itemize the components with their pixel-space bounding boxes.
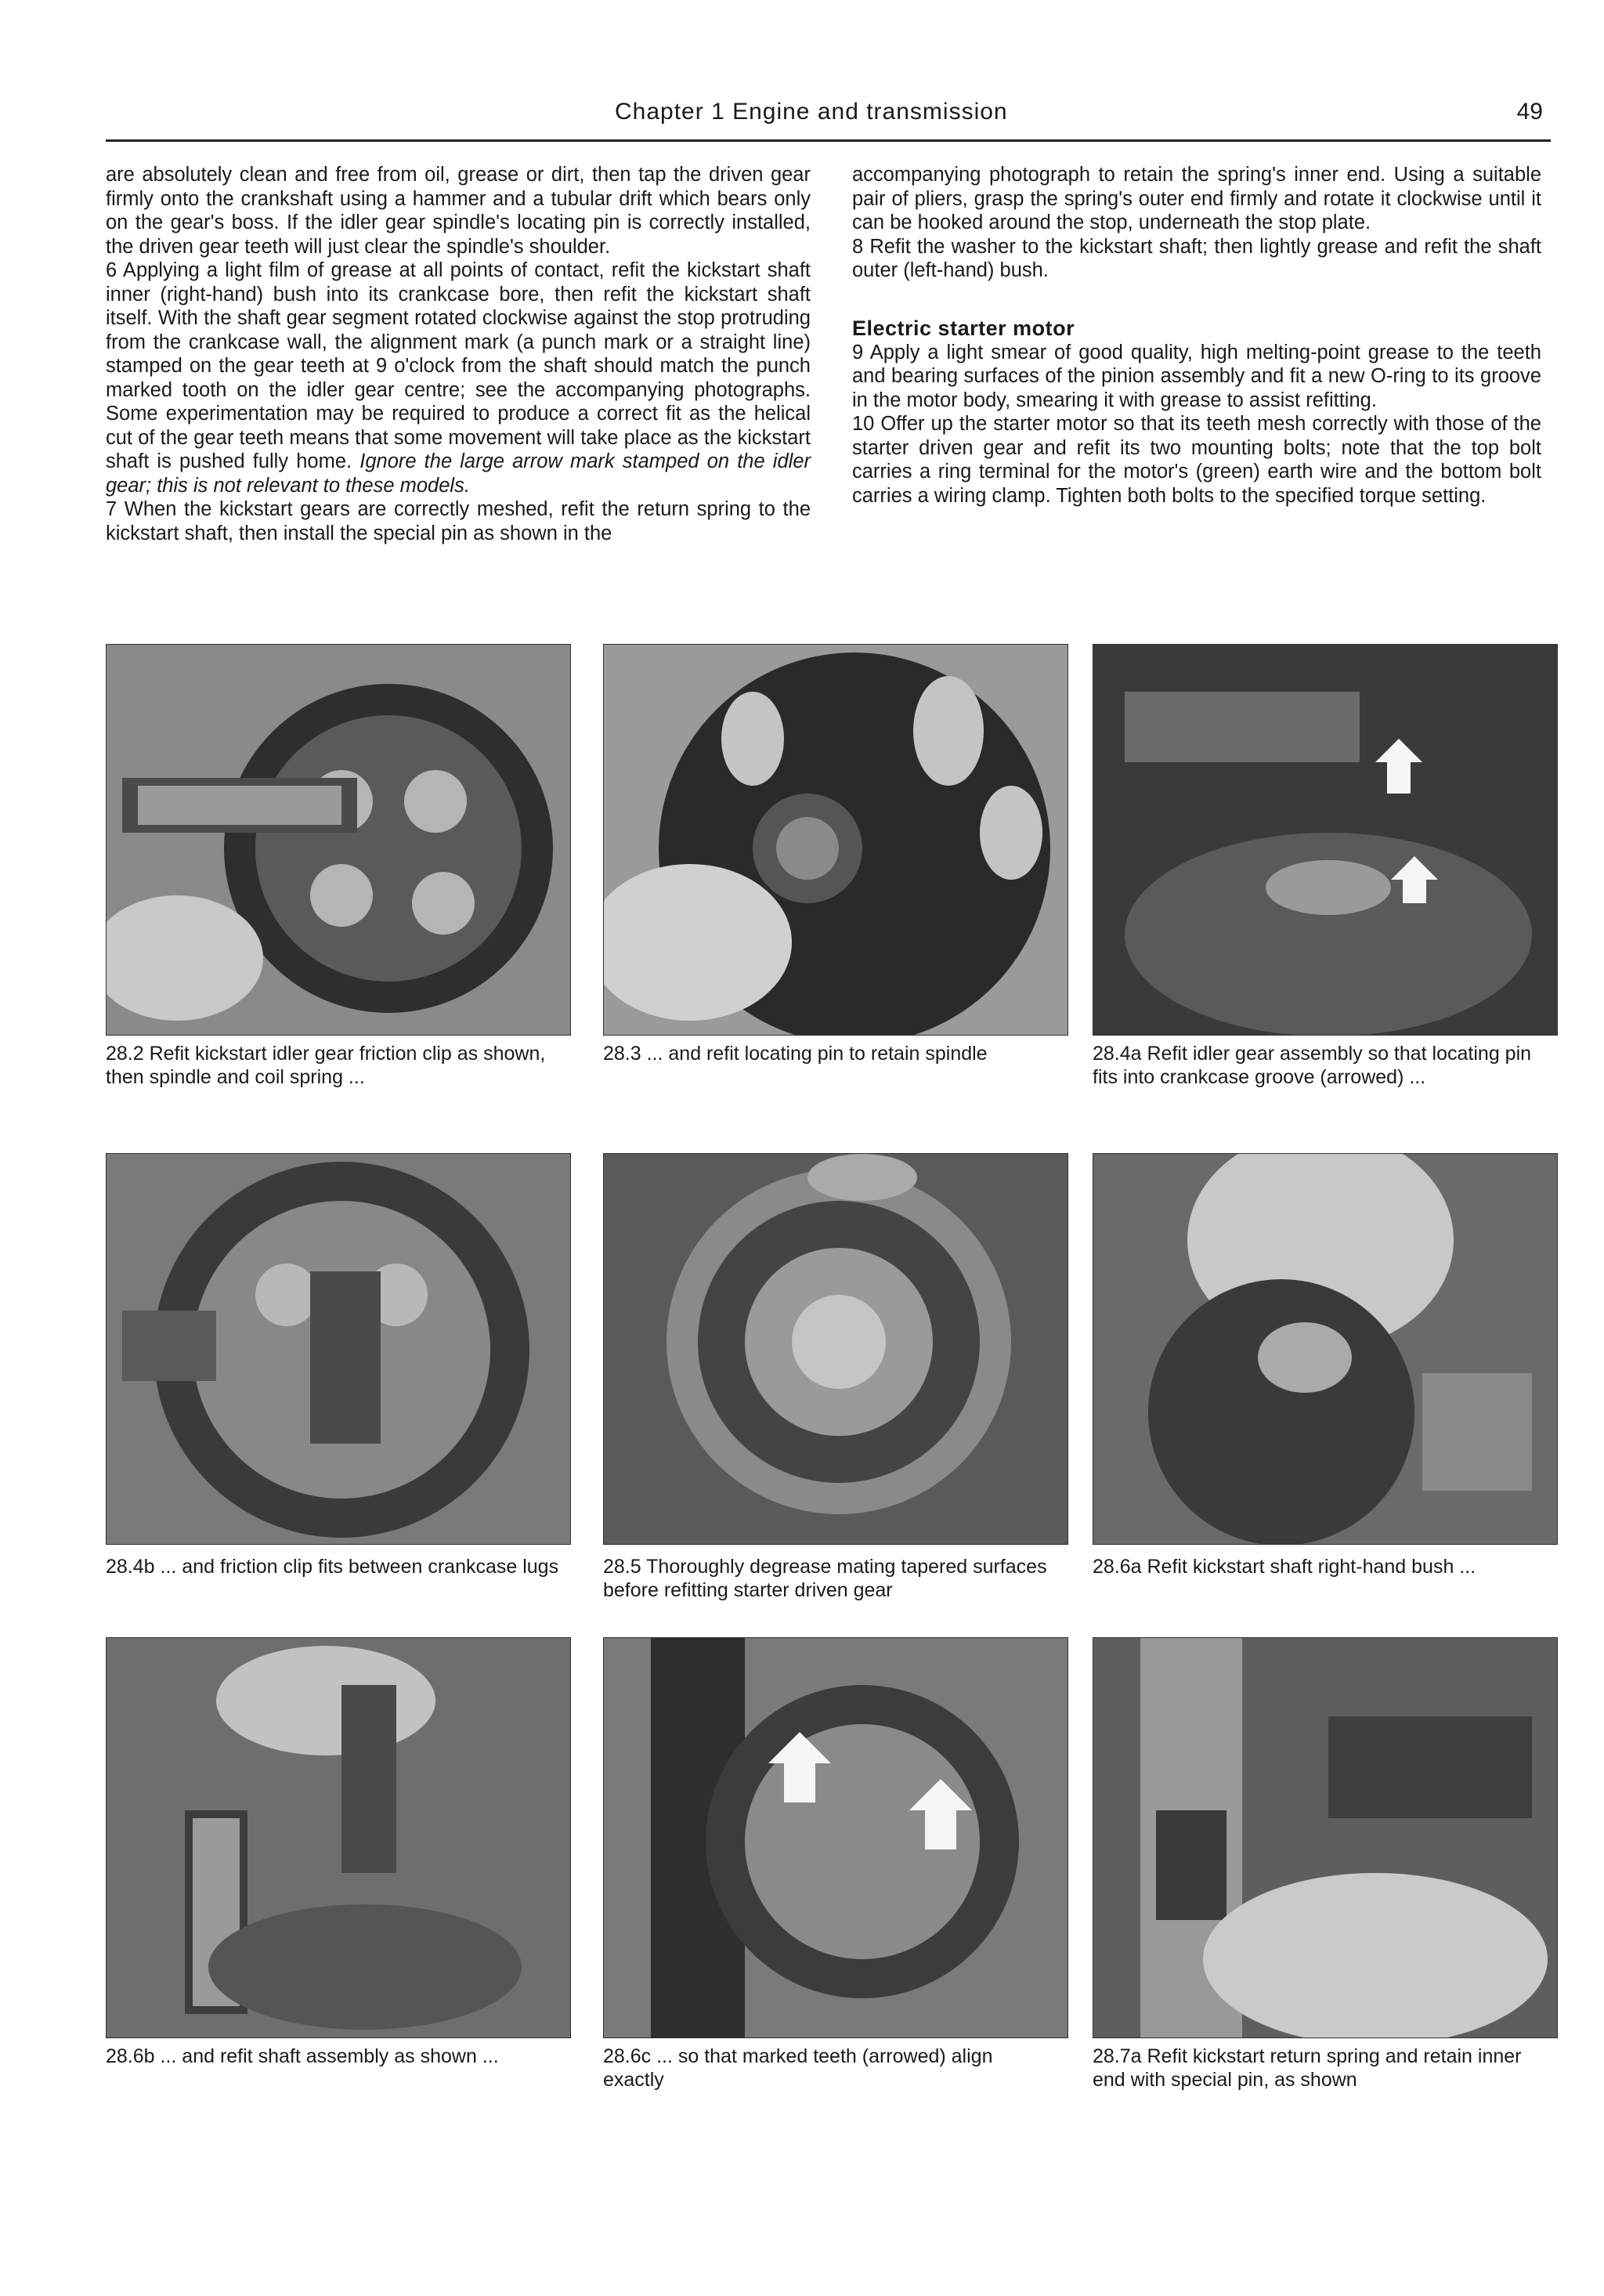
photo-28-4a [1093, 644, 1558, 1036]
page-header [106, 92, 1543, 139]
text-column-right [852, 163, 1541, 508]
photo-caption: 28.6a Refit kickstart shaft right-hand bush ... [1093, 1556, 1476, 1578]
photo-28-6c [603, 1637, 1068, 2038]
photo-caption: 28.6c ... so that marked teeth (arrowed) align exactly [603, 2045, 993, 2091]
photo-caption: 28.2 Refit kickstart idler gear friction clip as shown, then spindle and coil spring ... [106, 1043, 546, 1088]
photo-28-4b [106, 1153, 571, 1545]
paragraph-6-italic-note: Ignore the large arrow mark stamped on the idler gear; this is not relevant to these models. [106, 450, 811, 497]
photo-28-7a [1093, 1637, 1558, 2038]
paragraph-8: 8 Refit the washer to the kickstart shaft; then lightly grease and refit the shaft outer (left-hand) bush. [852, 235, 1541, 281]
header-rule [106, 139, 1551, 142]
paragraph: are absolutely clean and free from oil, grease or dirt, then tap the driven gear firmly onto the crankshaft using a hammer and a tubular drift which bears only on the gear's boss. If the idler gear spindle's locating pin is correctly installed, the driven gear teeth will just clear the spindle's shoulder. [106, 164, 811, 258]
section-heading: Electric starter motor [852, 316, 1075, 340]
photo-28-6a [1093, 1153, 1558, 1545]
chapter-title: Chapter 1 Engine and transmission [615, 99, 1008, 125]
photo-caption: 28.6b ... and refit shaft assembly as shown ... [106, 2045, 499, 2067]
text-column-left [106, 163, 811, 545]
paragraph-9: 9 Apply a light smear of good quality, high melting-point grease to the teeth and bearing surfaces of the pinion assembly and fit a new O-ring to its groove in the motor body, smearing it with grease to assist refitting. [852, 341, 1541, 411]
photo-28-6b [106, 1637, 571, 2038]
page-number: 49 [1516, 99, 1543, 125]
photo-caption: 28.5 Thoroughly degrease mating tapered surfaces before refitting starter driven gear [603, 1556, 1047, 1601]
paragraph-6-text: 6 Applying a light film of grease at all points of contact, refit the kickstart shaft inner (right-hand) bush into its crankcase bore, then refit the kickstart shaft itself. With the shaft gear segment rotated clockwise against the stop protruding from the crankcase wall, the alignment mark (a punch mark or a straight line) stamped on the gear teeth at 9 o'clock from the shaft should match the punch marked tooth on the idler gear centre; see the accompanying photographs. Some experimentation may be required to produce a correct fit as the helical cut of the gear teeth means that some movement will take place as the kickstart shaft is pushed fully home. [106, 259, 811, 472]
photo-caption: 28.4b ... and friction clip fits between crankcase lugs [106, 1556, 559, 1578]
photo-28-5 [603, 1153, 1068, 1545]
paragraph: accompanying photograph to retain the spring's inner end. Using a suitable pair of pliers, grasp the spring's outer end firmly and rotate it clockwise until it can be hooked around the stop, underneath the stop plate. [852, 164, 1541, 233]
photo-28-3 [603, 644, 1068, 1036]
paragraph-6 [106, 259, 811, 497]
photo-caption: 28.4a Refit idler gear assembly so that locating pin fits into crankcase groove (arrowed) ... [1093, 1043, 1532, 1088]
photo-caption: 28.7a Refit kickstart return spring and retain inner end with special pin, as shown [1093, 2045, 1522, 2091]
paragraph-7: 7 When the kickstart gears are correctly meshed, refit the return spring to the kickstart shaft, then install the special pin as shown in the [106, 498, 811, 544]
paragraph-10: 10 Offer up the starter motor so that its teeth mesh correctly with those of the starter driven gear and refit its two mounting bolts; note that the top bolt carries a ring terminal for the motor's (green) earth wire and the bottom bolt carries a wiring clamp. Tighten both bolts to the specified torque setting. [852, 413, 1541, 507]
photo-caption: 28.3 ... and refit locating pin to retain spindle [603, 1043, 988, 1065]
photo-28-2 [106, 644, 571, 1036]
